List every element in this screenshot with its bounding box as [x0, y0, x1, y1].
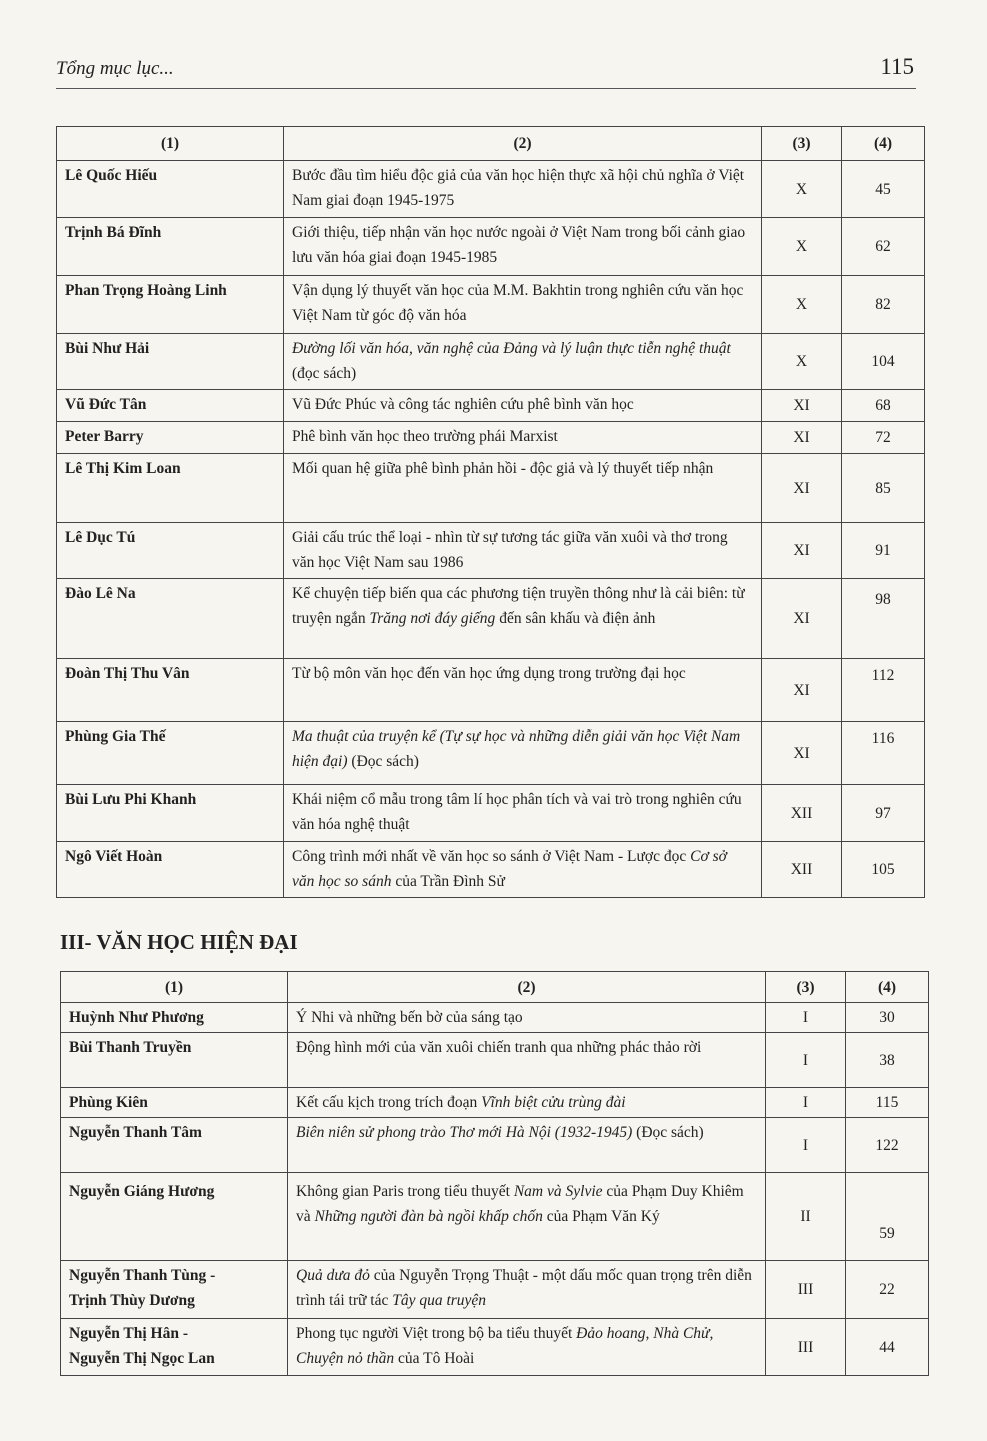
author-cell: Bùi Như Hải — [57, 334, 284, 390]
work-cell — [288, 1261, 766, 1319]
work-cell — [288, 1319, 766, 1376]
table-row — [61, 1118, 929, 1173]
work-text-tail: của Tô Hoài — [394, 1350, 475, 1367]
column-header-1: (1) — [57, 127, 284, 161]
work-text: Kết cấu kịch trong trích đoạn — [296, 1094, 482, 1111]
volume-cell: XI — [762, 579, 842, 659]
author-cell: Phùng Kiên — [61, 1088, 288, 1118]
page-cell: 116 — [842, 722, 925, 785]
volume-cell: X — [762, 161, 842, 218]
author-cell: Bùi Thanh Truyền — [61, 1033, 288, 1088]
table-row — [61, 1319, 929, 1376]
volume-cell: X — [762, 276, 842, 334]
page-cell: 45 — [842, 161, 925, 218]
table-row — [61, 1173, 929, 1261]
work-text-tail: đến sân khấu và điện ảnh — [495, 610, 656, 627]
page-cell: 59 — [846, 1173, 929, 1261]
work-text-tail: của Phạm Duy Khiêm và — [296, 1183, 744, 1225]
table-row — [57, 390, 925, 422]
page-cell: 91 — [842, 523, 925, 579]
volume-cell: XII — [762, 785, 842, 842]
page-cell: 30 — [846, 1003, 929, 1033]
page-cell: 97 — [842, 785, 925, 842]
author-cell — [61, 1319, 288, 1376]
volume-cell: XI — [762, 454, 842, 523]
work-title-italic: Cơ sở văn học so sánh — [292, 848, 727, 890]
table-row — [61, 1033, 929, 1088]
work-title-italic: Ma thuật của truyện kể (Tự sự học và những diễn giải văn học Việt Nam hiện đại) — [292, 728, 741, 770]
volume-cell: XI — [762, 390, 842, 422]
table-row — [57, 842, 925, 898]
column-header-3: (3) — [766, 972, 846, 1003]
table-row — [57, 454, 925, 523]
work-title-italic: Vĩnh biệt cửu trùng đài — [481, 1094, 626, 1111]
work-title-italic: Đường lối văn hóa, văn nghệ của Đảng và lý luận thực tiễn nghệ thuật — [292, 340, 731, 357]
work-text: của Nguyễn Trọng Thuật - một dấu mốc quan trọng trên diễn trình tái trữ tác — [296, 1267, 752, 1309]
column-header-2: (2) — [288, 972, 766, 1003]
table-row — [61, 1003, 929, 1033]
table-header-row — [57, 127, 925, 161]
work-cell: Vận dụng lý thuyết văn học của M.M. Bakhtin trong nghiên cứu văn học Việt Nam từ góc độ văn hóa — [284, 276, 762, 334]
work-text-tail-2: của Phạm Văn Ký — [542, 1208, 660, 1225]
work-note: (Đọc sách) — [632, 1124, 704, 1141]
work-cell — [288, 1118, 766, 1173]
work-cell: Động hình mới của văn xuôi chiến tranh qua những phác thảo rời — [288, 1033, 766, 1088]
page-cell: 98 — [842, 579, 925, 659]
author-cell: Nguyễn Thanh Tâm — [61, 1118, 288, 1173]
work-cell: Từ bộ môn văn học đến văn học ứng dụng trong trường đại học — [284, 659, 762, 722]
page-cell: 44 — [846, 1319, 929, 1376]
volume-cell: XI — [762, 722, 842, 785]
table-row — [61, 1088, 929, 1118]
volume-cell: I — [766, 1088, 846, 1118]
table-row — [57, 276, 925, 334]
work-cell: Phê bình văn học theo trường phái Marxist — [284, 422, 762, 454]
volume-cell: III — [766, 1261, 846, 1319]
author-cell: Lê Quốc Hiếu — [57, 161, 284, 218]
work-cell: Bước đầu tìm hiểu độc giả của văn học hiện thực xã hội chủ nghĩa ở Việt Nam giai đoạn 1945-1975 — [284, 161, 762, 218]
table-row — [57, 334, 925, 390]
work-cell — [284, 842, 762, 898]
work-cell: Giải cấu trúc thể loại - nhìn từ sự tương tác giữa văn xuôi và thơ trong văn học Việt Nam sau 1986 — [284, 523, 762, 579]
work-text: Phong tục người Việt trong bộ ba tiểu thuyết — [296, 1325, 577, 1342]
page-cell: 112 — [842, 659, 925, 722]
author-cell: Lê Dục Tú — [57, 523, 284, 579]
author-name-2: Trịnh Thùy Dương — [69, 1292, 195, 1309]
author-name-1: Nguyễn Thị Hân - — [69, 1325, 189, 1342]
page-cell: 115 — [846, 1088, 929, 1118]
volume-cell: XI — [762, 659, 842, 722]
volume-cell: XI — [762, 523, 842, 579]
work-cell: Ý Nhi và những bến bờ của sáng tạo — [288, 1003, 766, 1033]
table-row — [57, 218, 925, 276]
volume-cell: III — [766, 1319, 846, 1376]
column-header-3: (3) — [762, 127, 842, 161]
page-cell: 105 — [842, 842, 925, 898]
work-cell: Mối quan hệ giữa phê bình phản hồi - độc giả và lý thuyết tiếp nhận — [284, 454, 762, 523]
work-title-italic-2: Những người đàn bà ngồi khấp chốn — [314, 1208, 543, 1225]
work-cell — [284, 722, 762, 785]
work-title-italic: Nam và Sylvie — [513, 1183, 603, 1200]
author-cell: Đào Lê Na — [57, 579, 284, 659]
page-cell: 38 — [846, 1033, 929, 1088]
column-header-4: (4) — [846, 972, 929, 1003]
page-cell: 85 — [842, 454, 925, 523]
table-row — [57, 579, 925, 659]
author-cell: Phan Trọng Hoàng Linh — [57, 276, 284, 334]
volume-cell: X — [762, 334, 842, 390]
volume-cell: XII — [762, 842, 842, 898]
author-cell: Phùng Gia Thế — [57, 722, 284, 785]
work-cell: Vũ Đức Phúc và công tác nghiên cứu phê bình văn học — [284, 390, 762, 422]
author-cell: Bùi Lưu Phi Khanh — [57, 785, 284, 842]
work-cell — [284, 334, 762, 390]
work-text-tail: của Trần Đình Sử — [391, 873, 505, 890]
volume-cell: XI — [762, 422, 842, 454]
work-cell — [288, 1088, 766, 1118]
table-contents-2 — [60, 971, 929, 1376]
column-header-1: (1) — [61, 972, 288, 1003]
page-number: 115 — [880, 54, 914, 79]
work-text: Công trình mới nhất về văn học so sánh ở Việt Nam - Lược đọc — [292, 848, 691, 865]
table-row — [57, 422, 925, 454]
author-cell: Vũ Đức Tân — [57, 390, 284, 422]
table-row — [57, 161, 925, 218]
volume-cell: I — [766, 1003, 846, 1033]
work-title-italic-2: Tây qua truyện — [392, 1292, 487, 1309]
work-title-italic: Đảo hoang, Nhà Chử, Chuyện nỏ thần — [296, 1325, 714, 1367]
work-text: Kể chuyện tiếp biến qua các phương tiện truyền thông như là cải biên: từ truyện ngắn — [292, 585, 745, 627]
author-cell — [61, 1261, 288, 1319]
author-cell: Lê Thị Kim Loan — [57, 454, 284, 523]
author-cell: Trịnh Bá Đĩnh — [57, 218, 284, 276]
author-cell: Nguyễn Giáng Hương — [61, 1173, 288, 1261]
work-title-italic: Trăng nơi đáy giếng — [369, 610, 496, 627]
volume-cell: I — [766, 1118, 846, 1173]
author-name-2: Nguyễn Thị Ngọc Lan — [69, 1350, 215, 1367]
page-header — [56, 52, 916, 89]
table-row — [61, 1261, 929, 1319]
author-name-1: Nguyễn Thanh Tùng - — [69, 1267, 216, 1284]
work-note: (đọc sách) — [292, 365, 357, 382]
table-row — [57, 785, 925, 842]
page-cell: 62 — [842, 218, 925, 276]
volume-cell: II — [766, 1173, 846, 1261]
work-note: (Đọc sách) — [347, 753, 419, 770]
table-row — [57, 523, 925, 579]
page-cell: 104 — [842, 334, 925, 390]
page-cell: 68 — [842, 390, 925, 422]
author-cell: Peter Barry — [57, 422, 284, 454]
work-cell: Giới thiệu, tiếp nhận văn học nước ngoài ở Việt Nam trong bối cảnh giao lưu văn hóa giai đoạn 1945-1985 — [284, 218, 762, 276]
work-title-italic: Biên niên sử phong trào Thơ mới Hà Nội (1932-1945) — [296, 1124, 633, 1141]
column-header-2: (2) — [284, 127, 762, 161]
author-cell: Huỳnh Như Phương — [61, 1003, 288, 1033]
author-cell: Ngô Viết Hoàn — [57, 842, 284, 898]
page-cell: 72 — [842, 422, 925, 454]
page-cell: 22 — [846, 1261, 929, 1319]
work-cell: Khái niệm cổ mẫu trong tâm lí học phân tích và vai trò trong nghiên cứu văn hóa nghệ thuật — [284, 785, 762, 842]
page-cell: 122 — [846, 1118, 929, 1173]
page-cell: 82 — [842, 276, 925, 334]
table-row — [57, 722, 925, 785]
volume-cell: I — [766, 1033, 846, 1088]
running-title: Tổng mục lục... — [56, 58, 174, 79]
volume-cell: X — [762, 218, 842, 276]
column-header-4: (4) — [842, 127, 925, 161]
work-text: Không gian Paris trong tiểu thuyết — [296, 1183, 514, 1200]
table-row — [57, 659, 925, 722]
section-title: III- VĂN HỌC HIỆN ĐẠI — [60, 930, 298, 954]
work-cell — [284, 579, 762, 659]
author-cell: Đoàn Thị Thu Vân — [57, 659, 284, 722]
table-header-row — [61, 972, 929, 1003]
work-title-italic: Quả dưa đỏ — [296, 1267, 370, 1284]
work-cell — [288, 1173, 766, 1261]
table-contents-1 — [56, 126, 925, 898]
